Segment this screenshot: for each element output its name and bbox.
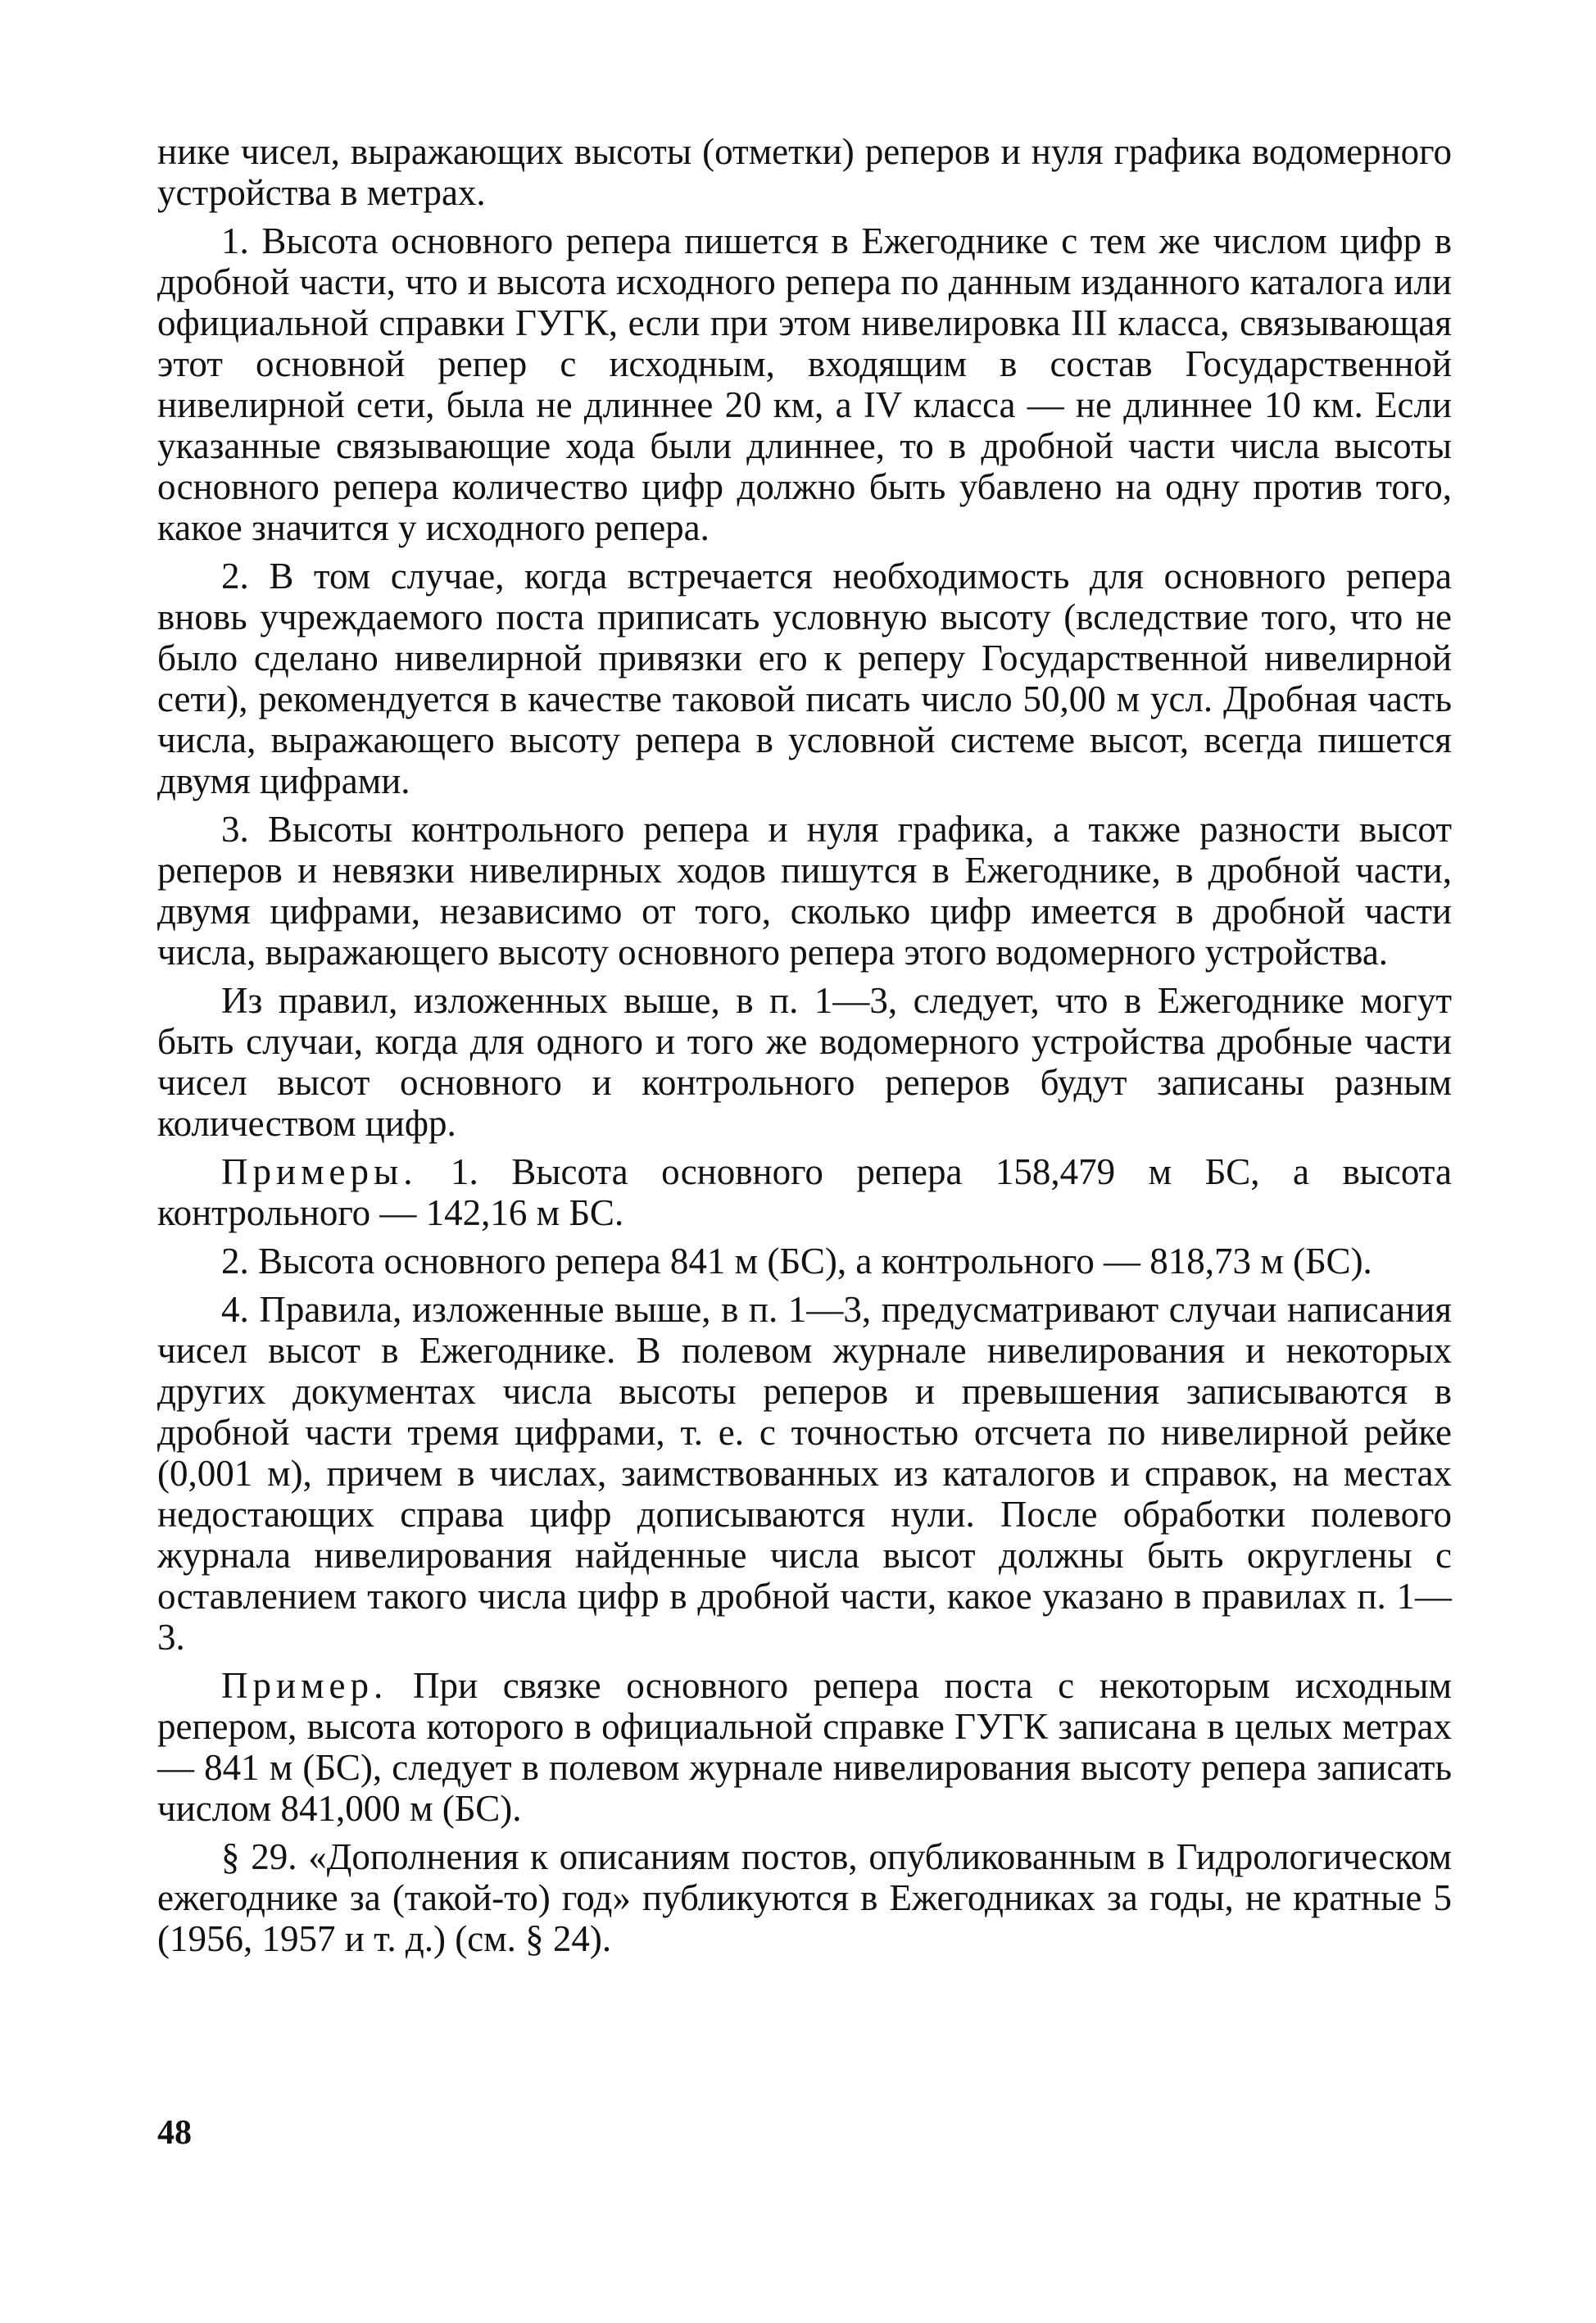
paragraph-examples (157, 1151, 1452, 1233)
page-number: 48 (157, 2114, 192, 2152)
paragraph-text: нике чисел, выражающих высоты (отметки) реперов и нуля графика водомерного устройства в метрах. (157, 131, 1452, 213)
paragraph-rule-1 (157, 220, 1452, 548)
page-body (157, 131, 1452, 1967)
paragraph-continuation (157, 131, 1452, 213)
paragraph-text: 1. Высота основного репера пишется в Ежегоднике с тем же числом цифр в дробной части, что и высота исходного репера по данным изданного каталога или официальной справки ГУГК, если при этом нивелировка III класса, связывающая этот основной репер с исходным, входящим в состав Государственной нивелирной сети, была не длиннее 20 км, а IV класса — не длиннее 10 км. Если указанные связывающие хода были длиннее, то в дробной части числа высоты основного репера количество цифр должно быть убавлено на одну против того, какое значится у исходного репера. (157, 220, 1452, 548)
paragraph-text: 1. Высота основного репера 158,479 м БС, а высота контрольного — 142,16 м БС. (157, 1151, 1452, 1233)
paragraph-rule-3 (157, 809, 1452, 973)
paragraph-example (157, 1665, 1452, 1829)
paragraph-example-2 (157, 1241, 1452, 1282)
paragraph-text: 4. Правила, изложенные выше, в п. 1—3, предусматривают случаи написания чисел высот в Ежегоднике. В полевом журнале нивелирования и некоторых других документах числа высоты реперов и превышения записываются в дробной части тремя цифрами, т. е. с точностью отсчета по нивелирной рейке (0,001 м), причем в числах, заимствованных из каталогов и справок, на местах недостающих справа цифр дописываются нули. После обработки полевого журнала нивелирования найденные числа высот должны быть округлены с оставлением такого числа цифр в дробной части, какое указано в правилах п. 1—3. (157, 1289, 1452, 1658)
paragraph-rule-4 (157, 1289, 1452, 1658)
paragraph-text: Из правил, изложенных выше, в п. 1—3, следует, что в Ежегоднике могут быть случаи, когда для одного и того же водомерного устройства дробные части чисел высот основного и контрольного реперов будут записаны разным количеством цифр. (157, 980, 1452, 1144)
paragraph-section-29 (157, 1836, 1452, 1959)
example-lead: Пример. (221, 1665, 388, 1706)
examples-lead: Примеры. (221, 1151, 418, 1192)
paragraph-text: 3. Высоты контрольного репера и нуля графика, а также разности высот реперов и невязки нивелирных ходов пишутся в Ежегоднике, в дробной части, двумя цифрами, независимо от того, сколько цифр имеется в дробной части числа, выражающего высоту основного репера этого водомерного устройства. (157, 809, 1452, 973)
paragraph-rule-2 (157, 556, 1452, 801)
paragraph-text: При связке основного репера поста с некоторым исходным репером, высота которого в официальной справке ГУГК записана в целых метрах — 841 м (БС), следует в полевом журнале нивелирования высоту репера записать числом 841,000 м (БС). (157, 1665, 1452, 1829)
paragraph-text: 2. В том случае, когда встречается необходимость для основного репера вновь учреждаемого поста приписать условную высоту (вследствие того, что не было сделано нивелирной привязки его к реперу Государственной нивелирной сети), рекомендуется в качестве таковой писать число 50,00 м усл. Дробная часть числа, выражающего высоту репера в условной системе высот, всегда пишется двумя цифрами. (157, 556, 1452, 801)
paragraph-conclusion (157, 980, 1452, 1144)
paragraph-text: § 29. «Дополнения к описаниям постов, опубликованным в Гидрологическом ежегоднике за (такой-то) год» публикуются в Ежегодниках за годы, не кратные 5 (1956, 1957 и т. д.) (см. § 24). (157, 1836, 1452, 1959)
paragraph-text: 2. Высота основного репера 841 м (БС), а контрольного — 818,73 м (БС). (221, 1241, 1372, 1282)
